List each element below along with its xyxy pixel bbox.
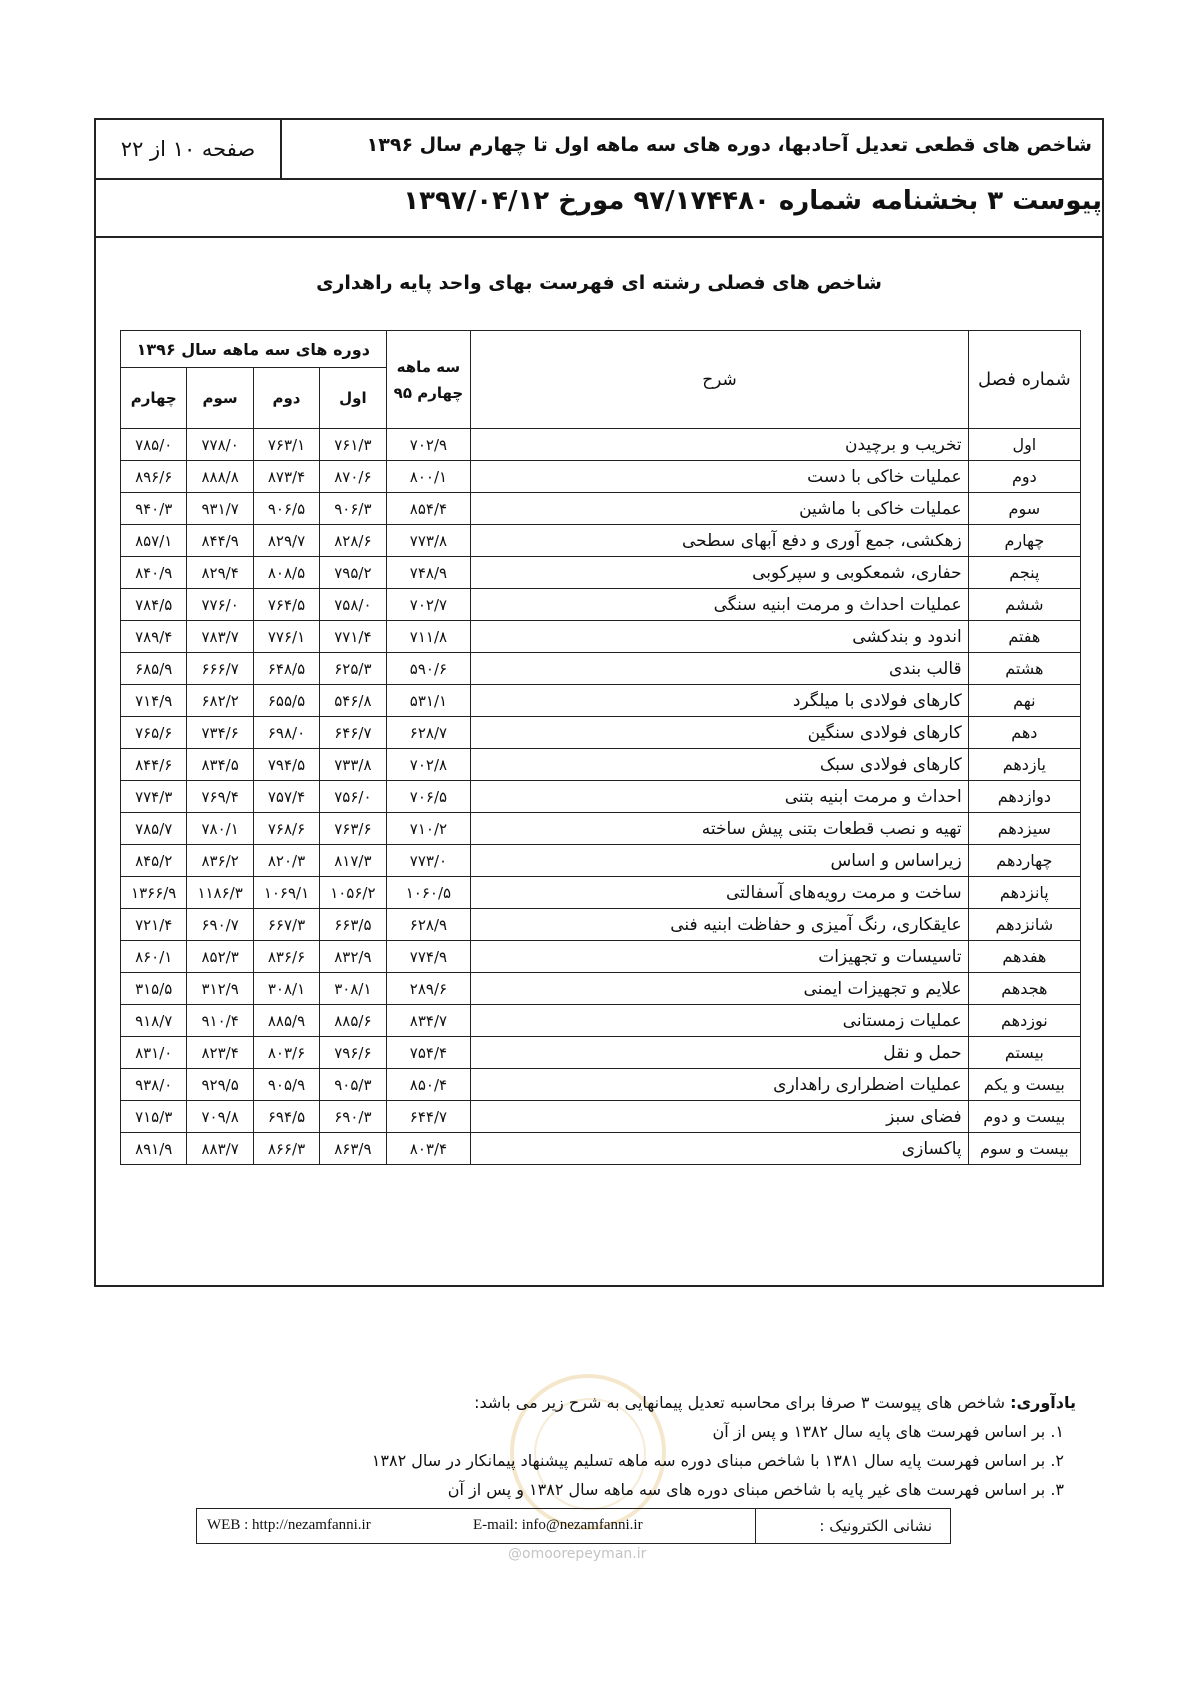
cell-description: عملیات زمستانی xyxy=(471,1005,968,1037)
cell-q4-95: ۷۷۴/۹ xyxy=(386,941,471,973)
cell-q2: ۶۴۸/۵ xyxy=(253,653,319,685)
cell-q1: ۷۹۶/۶ xyxy=(320,1037,386,1069)
cell-q3: ۹۲۹/۵ xyxy=(187,1069,253,1101)
cell-q1: ۷۳۳/۸ xyxy=(320,749,386,781)
cell-q4-95: ۷۰۶/۵ xyxy=(386,781,471,813)
cell-q2: ۶۹۸/۰ xyxy=(253,717,319,749)
header-row xyxy=(96,120,1102,180)
cell-q4: ۷۲۱/۴ xyxy=(121,909,187,941)
cell-q4-95: ۶۲۸/۷ xyxy=(386,717,471,749)
table-row xyxy=(121,493,1081,525)
table-row xyxy=(121,973,1081,1005)
cell-q3: ۸۳۶/۲ xyxy=(187,845,253,877)
cell-q3: ۷۸۰/۱ xyxy=(187,813,253,845)
cell-description: عملیات خاکی با ماشین xyxy=(471,493,968,525)
cell-description: حفاری، شمعکوبی و سپرکوبی xyxy=(471,557,968,589)
cell-q4-95: ۲۸۹/۶ xyxy=(386,973,471,1005)
cell-q4: ۱۳۶۶/۹ xyxy=(121,877,187,909)
cell-description: احداث و مرمت ابنیه بتنی xyxy=(471,781,968,813)
website-link[interactable]: WEB : http://nezamfanni.ir xyxy=(207,1517,371,1533)
email-link[interactable]: E-mail: info@nezamfanni.ir xyxy=(473,1517,643,1533)
table-row xyxy=(121,749,1081,781)
note-item: ۳. بر اساس فهرست های غیر پایه با شاخص مبنای دوره های سه ماهه سال ۱۳۸۲ و پس از آن xyxy=(447,1480,1064,1499)
cell-q4: ۸۴۵/۲ xyxy=(121,845,187,877)
cell-q4-95: ۵۹۰/۶ xyxy=(386,653,471,685)
cell-q1: ۸۸۵/۶ xyxy=(320,1005,386,1037)
cell-chapter: دوم xyxy=(968,461,1080,493)
cell-q3: ۸۲۳/۴ xyxy=(187,1037,253,1069)
cell-q2: ۸۰۸/۵ xyxy=(253,557,319,589)
col-header-q2: دوم xyxy=(253,368,319,429)
cell-q3: ۸۳۴/۵ xyxy=(187,749,253,781)
cell-description: عملیات خاکی با دست xyxy=(471,461,968,493)
cell-q1: ۸۷۰/۶ xyxy=(320,461,386,493)
table-row xyxy=(121,1133,1081,1165)
notes-intro: شاخص های پیوست ۳ صرفا برای محاسبه تعدیل پیمانهایی به شرح زیر می باشد: xyxy=(474,1393,1005,1412)
circular-subtitle: پیوست ۳ بخشنامه شماره ۹۷/۱۷۴۴۸۰ مورخ ۱۳۹۷/۰۴/۱۲ xyxy=(403,186,1102,216)
page-number: صفحه ۱۰ از ۲۲ xyxy=(96,120,282,178)
cell-description: کارهای فولادی سبک xyxy=(471,749,968,781)
cell-q3: ۳۱۲/۹ xyxy=(187,973,253,1005)
cell-q4: ۸۵۷/۱ xyxy=(121,525,187,557)
cell-description: عملیات احداث و مرمت ابنیه سنگی xyxy=(471,589,968,621)
cell-q2: ۷۶۴/۵ xyxy=(253,589,319,621)
cell-chapter: بیست و سوم xyxy=(968,1133,1080,1165)
cell-description: حمل و نقل xyxy=(471,1037,968,1069)
cell-q4-95: ۷۰۲/۹ xyxy=(386,429,471,461)
cell-description: تهیه و نصب قطعات بتنی پیش ساخته xyxy=(471,813,968,845)
cell-q4-95: ۷۱۱/۸ xyxy=(386,621,471,653)
col-header-group-1396: دوره های سه ماهه سال ۱۳۹۶ xyxy=(121,331,387,368)
cell-q2: ۸۰۳/۶ xyxy=(253,1037,319,1069)
cell-description: کارهای فولادی با میلگرد xyxy=(471,685,968,717)
cell-q1: ۷۶۳/۶ xyxy=(320,813,386,845)
cell-q3: ۷۷۸/۰ xyxy=(187,429,253,461)
table-row xyxy=(121,429,1081,461)
cell-q4: ۷۸۵/۰ xyxy=(121,429,187,461)
cell-chapter: دهم xyxy=(968,717,1080,749)
cell-chapter: بیست و دوم xyxy=(968,1101,1080,1133)
footer-divider xyxy=(755,1509,756,1543)
cell-q4: ۷۱۴/۹ xyxy=(121,685,187,717)
cell-q4-95: ۸۳۴/۷ xyxy=(386,1005,471,1037)
cell-q1: ۱۰۵۶/۲ xyxy=(320,877,386,909)
cell-q2: ۸۲۰/۳ xyxy=(253,845,319,877)
cell-q2: ۷۶۳/۱ xyxy=(253,429,319,461)
cell-q4-95: ۷۰۲/۷ xyxy=(386,589,471,621)
cell-q4-95: ۷۴۸/۹ xyxy=(386,557,471,589)
cell-chapter: چهارم xyxy=(968,525,1080,557)
table-row xyxy=(121,1037,1081,1069)
cell-q3: ۸۲۹/۴ xyxy=(187,557,253,589)
cell-q3: ۷۸۳/۷ xyxy=(187,621,253,653)
contact-label: نشانی الکترونیک : xyxy=(819,1517,932,1535)
cell-q1: ۷۵۸/۰ xyxy=(320,589,386,621)
cell-q1: ۸۲۸/۶ xyxy=(320,525,386,557)
cell-q2: ۸۶۶/۳ xyxy=(253,1133,319,1165)
table-row xyxy=(121,621,1081,653)
cell-q3: ۸۵۲/۳ xyxy=(187,941,253,973)
cell-q4-95: ۶۲۸/۹ xyxy=(386,909,471,941)
cell-q3: ۸۸۳/۷ xyxy=(187,1133,253,1165)
cell-q1: ۸۳۲/۹ xyxy=(320,941,386,973)
cell-q4-95: ۷۵۴/۴ xyxy=(386,1037,471,1069)
cell-q3: ۷۰۹/۸ xyxy=(187,1101,253,1133)
cell-q1: ۶۴۶/۷ xyxy=(320,717,386,749)
cell-q4: ۷۷۴/۳ xyxy=(121,781,187,813)
cell-q1: ۳۰۸/۱ xyxy=(320,973,386,1005)
cell-description: پاکسازی xyxy=(471,1133,968,1165)
cell-q2: ۹۰۶/۵ xyxy=(253,493,319,525)
cell-chapter: چهاردهم xyxy=(968,845,1080,877)
table-row xyxy=(121,653,1081,685)
cell-q4: ۷۱۵/۳ xyxy=(121,1101,187,1133)
cell-q2: ۸۸۵/۹ xyxy=(253,1005,319,1037)
cell-q2: ۸۷۳/۴ xyxy=(253,461,319,493)
cell-q2: ۷۷۶/۱ xyxy=(253,621,319,653)
cell-q4-95: ۸۵۰/۴ xyxy=(386,1069,471,1101)
cell-q2: ۸۲۹/۷ xyxy=(253,525,319,557)
table-row xyxy=(121,461,1081,493)
cell-q4: ۷۸۵/۷ xyxy=(121,813,187,845)
cell-q3: ۶۹۰/۷ xyxy=(187,909,253,941)
cell-chapter: نهم xyxy=(968,685,1080,717)
cell-q4-95: ۷۰۲/۸ xyxy=(386,749,471,781)
cell-q4-95: ۶۴۴/۷ xyxy=(386,1101,471,1133)
cell-q3: ۶۸۲/۲ xyxy=(187,685,253,717)
cell-description: زیراساس و اساس xyxy=(471,845,968,877)
cell-q3: ۸۸۸/۸ xyxy=(187,461,253,493)
table-row xyxy=(121,1069,1081,1101)
cell-q4-95: ۸۵۴/۴ xyxy=(386,493,471,525)
table-row xyxy=(121,1101,1081,1133)
cell-chapter: پانزدهم xyxy=(968,877,1080,909)
cell-q1: ۸۶۳/۹ xyxy=(320,1133,386,1165)
cell-chapter: هفتم xyxy=(968,621,1080,653)
cell-q2: ۶۶۷/۳ xyxy=(253,909,319,941)
cell-chapter: ششم xyxy=(968,589,1080,621)
cell-q4: ۹۱۸/۷ xyxy=(121,1005,187,1037)
notes-section xyxy=(176,1388,1076,1504)
cell-chapter: سیزدهم xyxy=(968,813,1080,845)
cell-q4-95: ۷۷۳/۰ xyxy=(386,845,471,877)
cell-q4: ۹۴۰/۳ xyxy=(121,493,187,525)
cell-chapter: نوزدهم xyxy=(968,1005,1080,1037)
table-row xyxy=(121,813,1081,845)
cell-q4: ۹۳۸/۰ xyxy=(121,1069,187,1101)
watermark-handle: @omoorepeyman.ir xyxy=(508,1546,647,1562)
cell-q4: ۸۹۶/۶ xyxy=(121,461,187,493)
cell-q4: ۶۸۵/۹ xyxy=(121,653,187,685)
cell-q3: ۷۳۴/۶ xyxy=(187,717,253,749)
cell-q4: ۳۱۵/۵ xyxy=(121,973,187,1005)
page-frame xyxy=(94,118,1104,1287)
table-row xyxy=(121,589,1081,621)
cell-description: تخریب و برچیدن xyxy=(471,429,968,461)
note-item: ۲. بر اساس فهرست پایه سال ۱۳۸۱ با شاخص مبنای دوره سه ماهه تسلیم پیشنهاد پیمانکار در سال ۱۳۸۲ xyxy=(371,1451,1064,1470)
cell-q1: ۷۶۱/۳ xyxy=(320,429,386,461)
cell-description: علایم و تجهیزات ایمنی xyxy=(471,973,968,1005)
cell-chapter: دوازدهم xyxy=(968,781,1080,813)
cell-q2: ۸۳۶/۶ xyxy=(253,941,319,973)
cell-description: عملیات اضطراری راهداری xyxy=(471,1069,968,1101)
cell-q1: ۹۰۶/۳ xyxy=(320,493,386,525)
cell-q4: ۸۳۱/۰ xyxy=(121,1037,187,1069)
cell-q4: ۸۶۰/۱ xyxy=(121,941,187,973)
cell-q1: ۸۱۷/۳ xyxy=(320,845,386,877)
col-header-q3: سوم xyxy=(187,368,253,429)
cell-q4: ۷۶۵/۶ xyxy=(121,717,187,749)
header-title: شاخص های قطعی تعدیل آحادبها، دوره های سه ماهه اول تا چهارم سال ۱۳۹۶ xyxy=(366,134,1092,156)
cell-q1: ۹۰۵/۳ xyxy=(320,1069,386,1101)
table-row xyxy=(121,909,1081,941)
cell-q2: ۶۹۴/۵ xyxy=(253,1101,319,1133)
cell-q3: ۹۳۱/۷ xyxy=(187,493,253,525)
cell-description: زهکشی، جمع آوری و دفع آبهای سطحی xyxy=(471,525,968,557)
notes-lead: یادآوری: xyxy=(1010,1393,1076,1412)
col-header-q1: اول xyxy=(320,368,386,429)
cell-q2: ۱۰۶۹/۱ xyxy=(253,877,319,909)
col-header-description: شرح xyxy=(471,331,968,429)
col-header-chapter: شماره فصل xyxy=(968,331,1080,429)
cell-q4: ۸۴۰/۹ xyxy=(121,557,187,589)
cell-chapter: سوم xyxy=(968,493,1080,525)
cell-q4-95: ۸۰۳/۴ xyxy=(386,1133,471,1165)
cell-description: فضای سبز xyxy=(471,1101,968,1133)
cell-q1: ۶۹۰/۳ xyxy=(320,1101,386,1133)
cell-q3: ۶۶۶/۷ xyxy=(187,653,253,685)
cell-chapter: اول xyxy=(968,429,1080,461)
cell-q2: ۳۰۸/۱ xyxy=(253,973,319,1005)
cell-q1: ۶۶۳/۵ xyxy=(320,909,386,941)
subtitle-row xyxy=(96,180,1102,238)
cell-q2: ۷۵۷/۴ xyxy=(253,781,319,813)
cell-chapter: بیستم xyxy=(968,1037,1080,1069)
cell-q4: ۷۸۹/۴ xyxy=(121,621,187,653)
table-row xyxy=(121,685,1081,717)
cell-chapter: هجدهم xyxy=(968,973,1080,1005)
cell-q1: ۶۲۵/۳ xyxy=(320,653,386,685)
cell-chapter: یازدهم xyxy=(968,749,1080,781)
table-row xyxy=(121,557,1081,589)
contact-footer xyxy=(196,1508,951,1544)
cell-description: کارهای فولادی سنگین xyxy=(471,717,968,749)
cell-q4: ۸۹۱/۹ xyxy=(121,1133,187,1165)
cell-q4: ۷۸۴/۵ xyxy=(121,589,187,621)
cell-q4-95: ۵۳۱/۱ xyxy=(386,685,471,717)
cell-q3: ۷۶۹/۴ xyxy=(187,781,253,813)
cell-chapter: هشتم xyxy=(968,653,1080,685)
note-item: ۱. بر اساس فهرست های پایه سال ۱۳۸۲ و پس از آن xyxy=(712,1422,1064,1441)
table-row xyxy=(121,781,1081,813)
cell-description: ساخت و مرمت رویه‌های آسفالتی xyxy=(471,877,968,909)
cell-q4-95: ۷۷۳/۸ xyxy=(386,525,471,557)
cell-q3: ۱۱۸۶/۳ xyxy=(187,877,253,909)
col-header-q4-95: سه ماهه چهارم ۹۵ xyxy=(386,331,471,429)
cell-q1: ۷۷۱/۴ xyxy=(320,621,386,653)
table-row xyxy=(121,941,1081,973)
table-row xyxy=(121,717,1081,749)
table-caption: شاخص های فصلی رشته ای فهرست بهای واحد پایه راهداری xyxy=(316,272,882,294)
cell-q1: ۷۹۵/۲ xyxy=(320,557,386,589)
cell-description: اندود و بندکشی xyxy=(471,621,968,653)
cell-chapter: بیست و یکم xyxy=(968,1069,1080,1101)
table-row xyxy=(121,525,1081,557)
cell-q4-95: ۷۱۰/۲ xyxy=(386,813,471,845)
cell-q2: ۶۵۵/۵ xyxy=(253,685,319,717)
cell-q2: ۷۹۴/۵ xyxy=(253,749,319,781)
cell-description: قالب بندی xyxy=(471,653,968,685)
cell-chapter: هفدهم xyxy=(968,941,1080,973)
cell-q3: ۷۷۶/۰ xyxy=(187,589,253,621)
col-header-q4: چهارم xyxy=(121,368,187,429)
cell-description: عایقکاری، رنگ آمیزی و حفاظت ابنیه فنی xyxy=(471,909,968,941)
cell-q3: ۸۴۴/۹ xyxy=(187,525,253,557)
cell-chapter: پنجم xyxy=(968,557,1080,589)
cell-q4: ۸۴۴/۶ xyxy=(121,749,187,781)
cell-description: تاسیسات و تجهیزات xyxy=(471,941,968,973)
cell-q2: ۷۶۸/۶ xyxy=(253,813,319,845)
cell-q2: ۹۰۵/۹ xyxy=(253,1069,319,1101)
cell-q3: ۹۱۰/۴ xyxy=(187,1005,253,1037)
table-row xyxy=(121,845,1081,877)
table-row xyxy=(121,1005,1081,1037)
table-row xyxy=(121,877,1081,909)
cell-chapter: شانزدهم xyxy=(968,909,1080,941)
cell-q1: ۵۴۶/۸ xyxy=(320,685,386,717)
cell-q1: ۷۵۶/۰ xyxy=(320,781,386,813)
index-table xyxy=(120,330,1081,1165)
cell-q4-95: ۸۰۰/۱ xyxy=(386,461,471,493)
cell-q4-95: ۱۰۶۰/۵ xyxy=(386,877,471,909)
